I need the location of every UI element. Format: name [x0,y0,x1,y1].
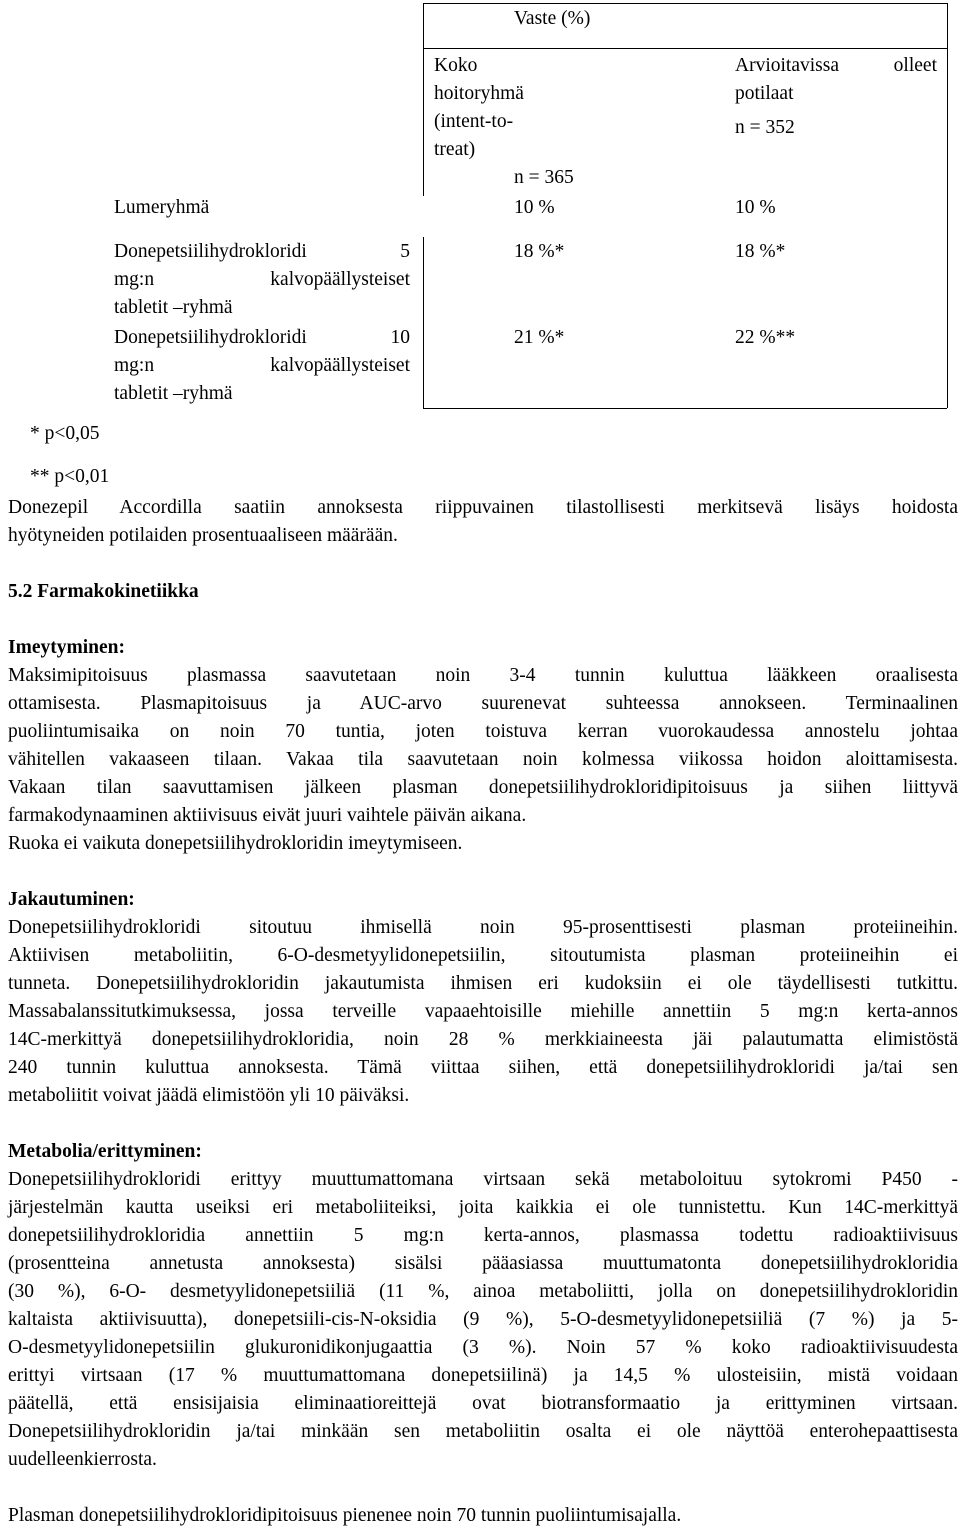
final-statement: Plasman donepetsiilihydrokloridipitoisuus pienenee noin 70 tunnin puoliintumisajalla. [8,1505,682,1526]
col2-header-line: Arvioitavissa olleet [735,55,937,76]
row-value-col1: 10 % [514,197,555,218]
row-label: Donepetsiilihydrokloridi 5 [114,241,410,262]
row-value-col2: 22 %** [735,327,796,348]
metabolism-line: erittyi virtsaan (17 % muuttumattomana donepetsiilinä) ja 14,5 % ulosteisiin, mistä voidaan [8,1365,958,1386]
row-label: Lumeryhmä [114,197,210,218]
metabolism-heading: Metabolia/erittyminen: [8,1141,202,1162]
distribution-heading: Jakautuminen: [8,889,135,910]
row-label: tabletit –ryhmä [114,297,233,318]
absorption-line: vähitellen vakaaseen tilaan. Vakaa tila saavutetaan noin kolmessa viikossa hoidon aloittamisesta. [8,749,958,770]
table-border-header [423,48,947,49]
col1-header-line: (intent-to- [434,111,514,132]
row-label: Donepetsiilihydrokloridi 10 [114,327,410,348]
summary-line: Donezepil Accordilla saatiin annoksesta riippuvainen tilastollisesti merkitsevä lisäys hoidosta [8,497,958,518]
metabolism-line: Donepetsiilihydrokloridin ja/tai minkään sen metaboliitin osalta ei ole näyttöä enterohepaattisesta [8,1421,958,1442]
col1-header-line: treat) [434,139,476,160]
col1-n: n = 365 [514,167,574,188]
results-table [0,0,960,415]
absorption-line: Vakaan tilan saavuttamisen jälkeen plasman donepetsiilihydrokloridipitoisuus ja siihen liittyvä [8,777,958,798]
metabolism-line: uudelleenkierrosta. [8,1449,157,1470]
absorption-line: ottamisesta. Plasmapitoisuus ja AUC-arvo suurenevat suhteessa annokseen. Terminaalinen [8,693,958,714]
metabolism-line: O-desmetyylidonepetsiilin glukuronidikonjugaattia (3 %). Noin 57 % koko radioaktiivisuudesta [8,1337,958,1358]
section-heading: 5.2 Farmakokinetiikka [8,581,199,602]
row-label: mg:n kalvopäällysteiset [114,355,410,376]
absorption-line: farmakodynaaminen aktiivisuus eivät juuri vaihtele päivän aikana. [8,805,527,826]
distribution-line: Massabalanssitutkimuksessa, jossa terveille vapaaehtoisille miehille annettiin 5 mg:n kerta-annos [8,1001,958,1022]
row-label: tabletit –ryhmä [114,383,233,404]
metabolism-line: kaltaista aktiivisuutta), donepetsiili-cis-N-oksidia (9 %), 5-O-desmetyylidonepetsiiliä (7 %) ja 5- [8,1309,958,1330]
table-border-right [947,3,948,408]
metabolism-line: päätellä, että ensisijaisia eliminaatioreittejä ovat biotransformaatio ja erittyminen virtsaan. [8,1393,958,1414]
metabolism-line: donepetsiilihydrokloridia annettiin 5 mg:n kerta-annos, plasmassa todettu radioaktiivisuus [8,1225,958,1246]
distribution-line: 240 tunnin kuluttua annoksesta. Tämä viittaa siihen, että donepetsiilihydrokloridi ja/tai sen [8,1057,958,1078]
row-value-col1: 18 %* [514,241,565,262]
table-border-left-bottom [423,237,424,408]
col2-header-line: potilaat [735,83,794,104]
table-border-top [423,3,947,4]
summary-line: hyötyneiden potilaiden prosentuaaliseen määrään. [8,525,398,546]
col2-n: n = 352 [735,117,795,138]
table-header-title: Vaste (%) [514,8,591,29]
distribution-line: metaboliitit voivat jäädä elimistöön yli 10 päiväksi. [8,1085,410,1106]
distribution-line: Donepetsiilihydrokloridi sitoutuu ihmisellä noin 95-prosenttisesti plasman proteiineihin. [8,917,958,938]
metabolism-line: järjestelmän kautta useiksi eri metaboliiteiksi, joita kaikkia ei ole tunnistettu. Kun 14C-merkittyä [8,1197,958,1218]
table-border-left-top [423,3,424,196]
row-value-col1: 21 %* [514,327,565,348]
row-value-col2: 18 %* [735,241,786,262]
absorption-line: puoliintumisaika on noin 70 tuntia, joten toistuva kerran vuorokaudessa annostelu johtaa [8,721,958,742]
metabolism-line: (30 %), 6-O- desmetyylidonepetsiiliä (11 %, ainoa metaboliitti, jolla on donepetsiilihydrokloridin [8,1281,958,1302]
col1-header-line: hoitoryhmä [434,83,524,104]
table-border-bottom [423,408,947,409]
metabolism-line: (prosentteina annetusta annoksesta) sisälsi pääasiassa muuttumatonta donepetsiilihydrokloridia [8,1253,958,1274]
absorption-line: Maksimipitoisuus plasmassa saavutetaan noin 3-4 tunnin kuluttua lääkkeen oraalisesta [8,665,958,686]
distribution-line: tunneta. Donepetsiilihydrokloridin jakautumista ihmisen eri kudoksiin ei ole täydellisesti tutkittu. [8,973,958,994]
footnote: * p<0,05 [30,423,100,444]
distribution-line: 14C-merkittyä donepetsiilihydrokloridia, noin 28 % merkkiaineesta jäi palautumatta elimistöstä [8,1029,958,1050]
distribution-line: Aktiivisen metaboliitin, 6-O-desmetyylidonepetsiilin, sitoutumista plasman proteiineihin ei [8,945,958,966]
absorption-line: Ruoka ei vaikuta donepetsiilihydrokloridin imeytymiseen. [8,833,463,854]
row-label: mg:n kalvopäällysteiset [114,269,410,290]
absorption-heading: Imeytyminen: [8,637,125,658]
row-value-col2: 10 % [735,197,776,218]
metabolism-line: Donepetsiilihydrokloridi erittyy muuttumattomana virtsaan sekä metaboloituu sytokromi P450 - [8,1169,958,1190]
footnote: ** p<0,01 [30,466,110,487]
col1-header-line: Koko [434,55,478,76]
